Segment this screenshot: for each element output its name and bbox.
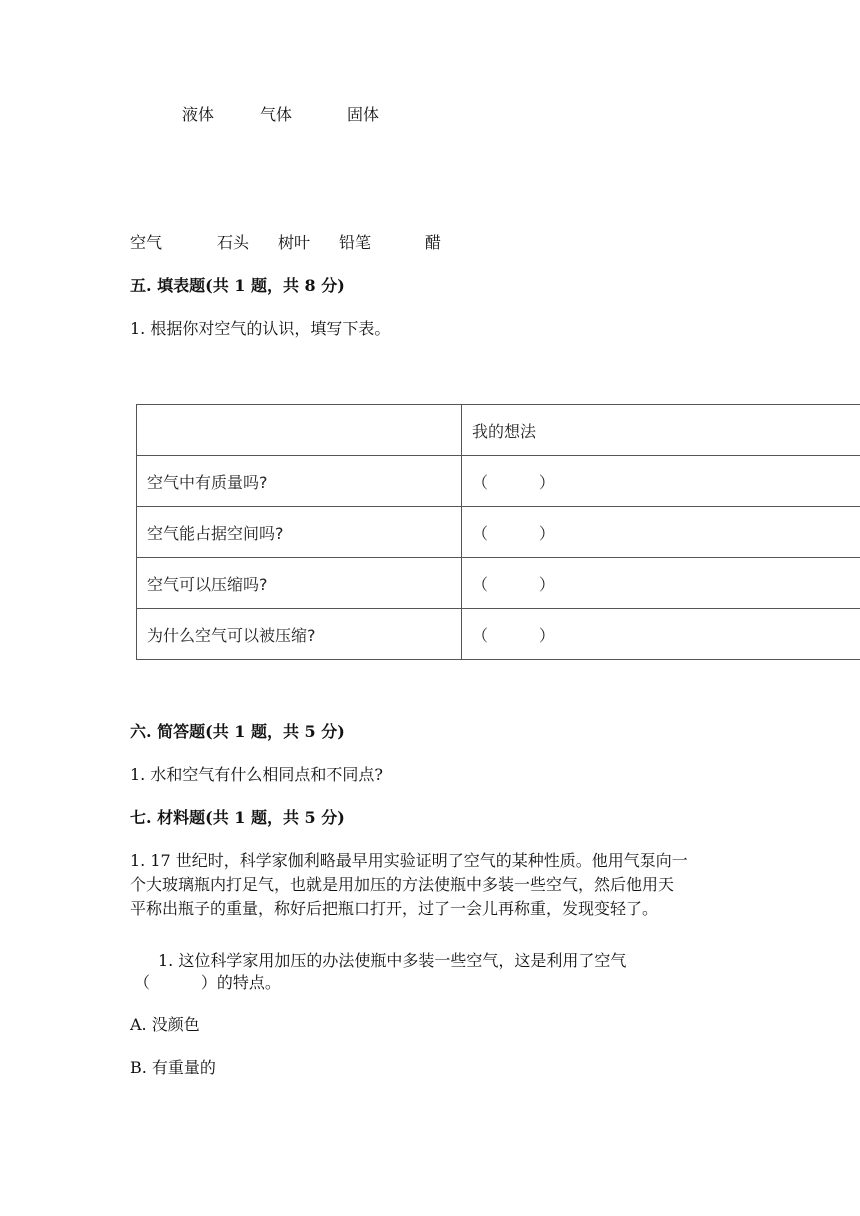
section-5-heading: 五. 填表题(共 1 题，共 8 分) [130,276,345,295]
table-question-cell: 空气中有质量吗? [137,456,462,507]
option-a[interactable]: A. 没颜色 [130,1015,200,1034]
table-header-row [137,405,860,456]
passage-line: 个大玻璃瓶内打足气，也就是用加压的方法使瓶中多装一些空气，然后他用天 [130,875,675,894]
table-row [137,507,860,558]
table-row [137,609,860,660]
table-question-cell: 为什么空气可以被压缩? [137,609,462,660]
section-6-heading: 六. 简答题(共 1 题，共 5 分) [130,722,345,741]
sub-question-line: （ ）的特点。 [134,973,281,992]
item-vinegar: 醋 [425,233,442,252]
item-stone: 石头 [217,233,250,252]
state-solid: 固体 [347,105,380,124]
table-answer-cell[interactable]: （ ） [462,609,860,660]
section-6-question-1: 1. 水和空气有什么相同点和不同点? [130,765,383,784]
table-question-cell: 空气可以压缩吗? [137,558,462,609]
item-pencil: 铅笔 [339,233,372,252]
sub-question-line: 1. 这位科学家用加压的办法使瓶中多装一些空气，这是利用了空气 [158,951,627,970]
item-air: 空气 [130,233,163,252]
table-row [137,456,860,507]
thinking-table [136,404,860,660]
table-header-cell: 我的想法 [462,405,860,456]
section-7-heading: 七. 材料题(共 1 题，共 5 分) [130,808,345,827]
state-gas: 气体 [260,105,293,124]
option-b[interactable]: B. 有重量的 [130,1058,216,1077]
item-leaf: 树叶 [278,233,311,252]
passage-line: 1. 17 世纪时，科学家伽利略最早用实验证明了空气的某种性质。他用气泵向一 [130,851,688,870]
table-question-cell: 空气能占据空间吗? [137,507,462,558]
table-answer-cell[interactable]: （ ） [462,558,860,609]
passage-line: 平称出瓶子的重量，称好后把瓶口打开，过了一会儿再称重，发现变轻了。 [130,899,659,918]
state-liquid: 液体 [182,105,215,124]
table-row [137,558,860,609]
table-answer-cell[interactable]: （ ） [462,456,860,507]
table-answer-cell[interactable]: （ ） [462,507,860,558]
table-header-cell [137,405,462,456]
section-5-question-1: 1. 根据你对空气的认识，填写下表。 [130,319,391,338]
